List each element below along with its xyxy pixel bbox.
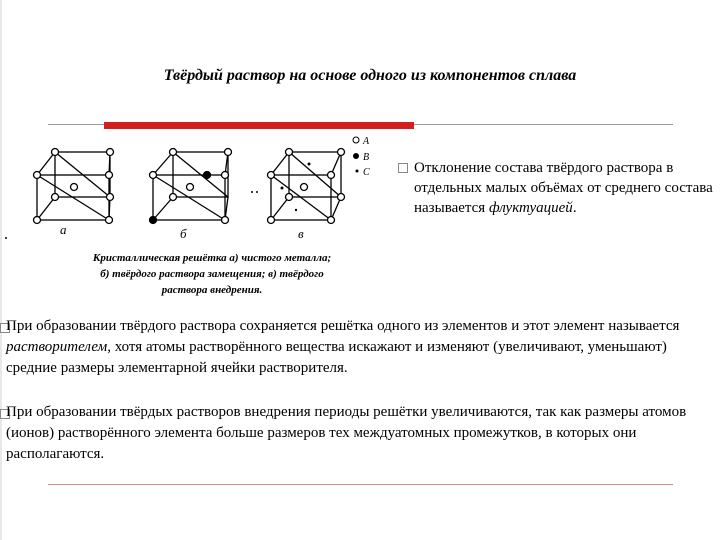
- fluctuation-text: Отклонение состава твёрдого раствора в отдельных малых объёмах от среднего состава называется флуктуацией.: [414, 160, 713, 216]
- caption-line: раствора внедрения.: [161, 284, 263, 296]
- caption-line: Кристаллическая решётка а) чистого металла;: [92, 252, 332, 264]
- top-accent-bar: [104, 122, 414, 129]
- legend-label-c: С: [363, 167, 370, 178]
- legend-label-a: А: [363, 136, 370, 147]
- panel-label-c: в: [298, 226, 304, 241]
- crystal-lattice-figure: [0, 130, 410, 250]
- slide-left-edge: [0, 0, 2, 540]
- caption-line: б) твёрдого раствора замещения; в) твёрдого: [100, 268, 324, 280]
- solvent-term: растворителем: [6, 339, 108, 355]
- slide-title: Твёрдый раствор на основе одного из компонентов сплава: [163, 67, 577, 84]
- bullet-square-icon: [398, 163, 408, 173]
- legend-label-b: В: [363, 152, 370, 163]
- figure-caption: [62, 250, 362, 298]
- lattice-legend: [353, 137, 359, 173]
- paragraph-interstitial: При образовании твёрдых растворов внедрения периоды решётки увеличиваются, так как размеры атомов (ионов) растворённого элемента больше размеров тех междуатомных промежутков, в которых они располагаются.: [6, 404, 687, 462]
- bottom-divider-line: [48, 484, 673, 485]
- panel-label-a: а: [60, 222, 67, 237]
- panel-label-b: б: [180, 226, 187, 241]
- fluctuation-term: флуктуацией: [488, 200, 573, 216]
- paragraph-solvent: При образовании твёрдого раствора сохраняется решётка одного из элементов и этот элемент называется растворителем, хотя атомы растворённого вещества искажают и изменяют (увеличивают, уменьшают) средние размеры элементарной ячейки растворителя.: [6, 318, 680, 376]
